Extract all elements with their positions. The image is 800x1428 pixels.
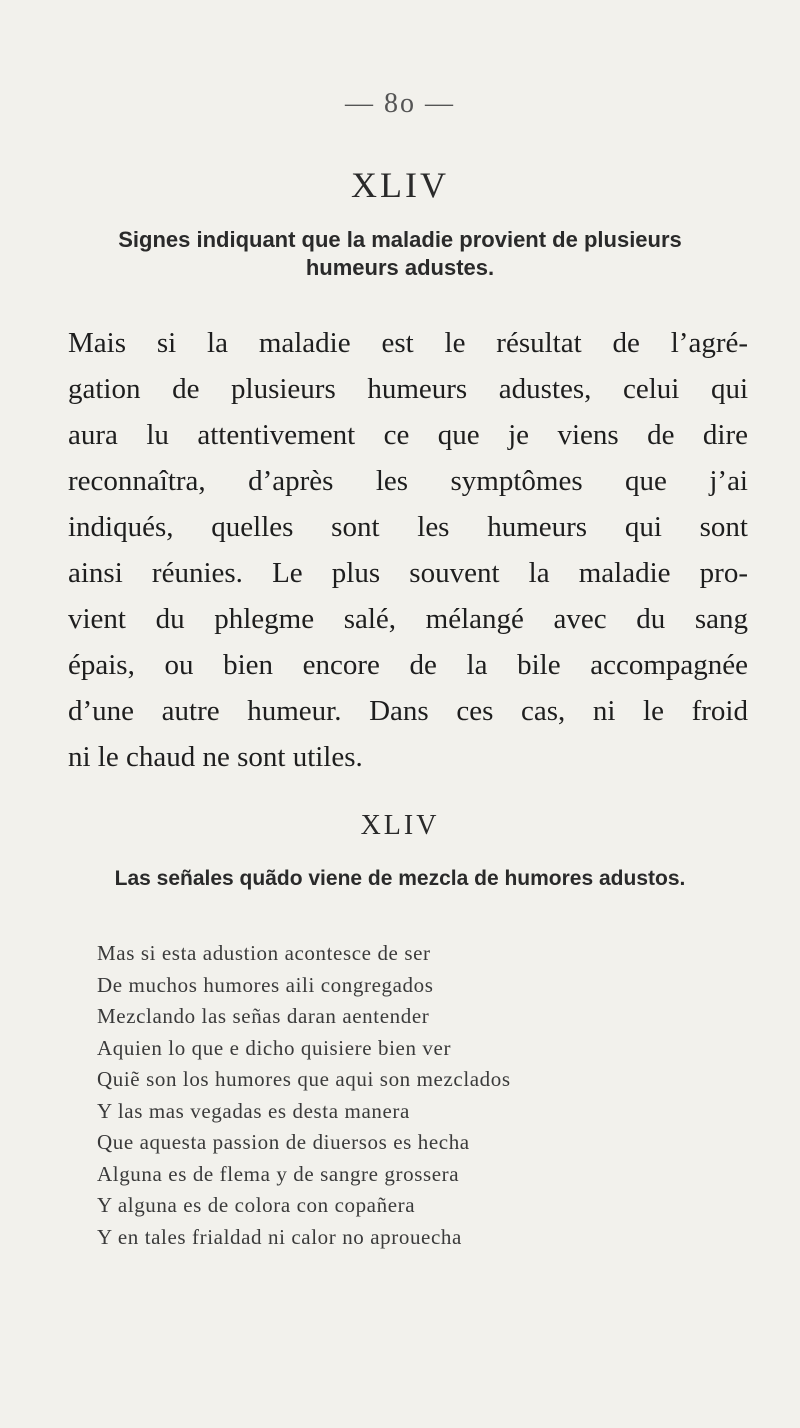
spanish-verse-line: Que aquesta passion de diuersos es hecha [97, 1130, 470, 1154]
french-paragraph [68, 320, 748, 780]
french-paragraph-line: gation de plusieurs humeurs adustes, celui qui [68, 373, 748, 405]
french-paragraph-line: ainsi réunies. Le plus souvent la maladie pro- [68, 557, 748, 589]
spanish-verse-line: Alguna es de flema y de sangre grossera [97, 1161, 460, 1186]
french-paragraph-line: d’une autre humeur. Dans ces cas, ni le froid [68, 695, 748, 727]
french-paragraph-line: épais, ou bien encore de la bile accompagnée [68, 649, 748, 681]
spanish-chapter-title: XLIV [360, 810, 440, 841]
spanish-verse [97, 938, 737, 1253]
spanish-verse-line: Y alguna es de colora con copañera [97, 1193, 416, 1217]
page-number: — 8o — [345, 88, 455, 119]
spanish-subtitle: Las señales quãdo viene de mezcla de humores adustos. [114, 867, 686, 890]
spanish-verse-line: De muchos humores aili congregados [97, 972, 434, 997]
spanish-verse-line: Mas si esta adustion acontesce de ser [97, 941, 431, 965]
spanish-verse-line: Y las mas vegadas es desta manera [97, 1098, 410, 1123]
french-subtitle-line: humeurs adustes. [305, 255, 495, 280]
french-chapter-title: XLIV [351, 165, 449, 205]
french-paragraph-line: indiqués, quelles sont les humeurs qui sont [68, 511, 748, 543]
french-paragraph-line: aura lu attentivement ce que je viens de dire [68, 419, 748, 451]
french-paragraph-line: Mais si la maladie est le résultat de l’agré- [68, 327, 748, 359]
spanish-verse-line: Aquien lo que e dicho quisiere bien ver [97, 1035, 452, 1060]
spanish-verse-line: Y en tales frialdad ni calor no aprouecha [97, 1224, 462, 1249]
french-paragraph-line: reconnaîtra, d’après les symptômes que j’ai [68, 465, 748, 497]
spanish-verse-line: Quiẽ son los humores que aqui son mezclados [97, 1067, 511, 1091]
french-subtitle [0, 226, 800, 282]
french-paragraph-line: vient du phlegme salé, mélangé avec du sang [68, 603, 748, 635]
french-paragraph-line: ni le chaud ne sont utiles. [68, 741, 363, 773]
spanish-verse-line: Mezclando las señas daran aentender [97, 1004, 430, 1028]
french-subtitle-line: Signes indiquant que la maladie provient de plusieurs [118, 227, 682, 252]
